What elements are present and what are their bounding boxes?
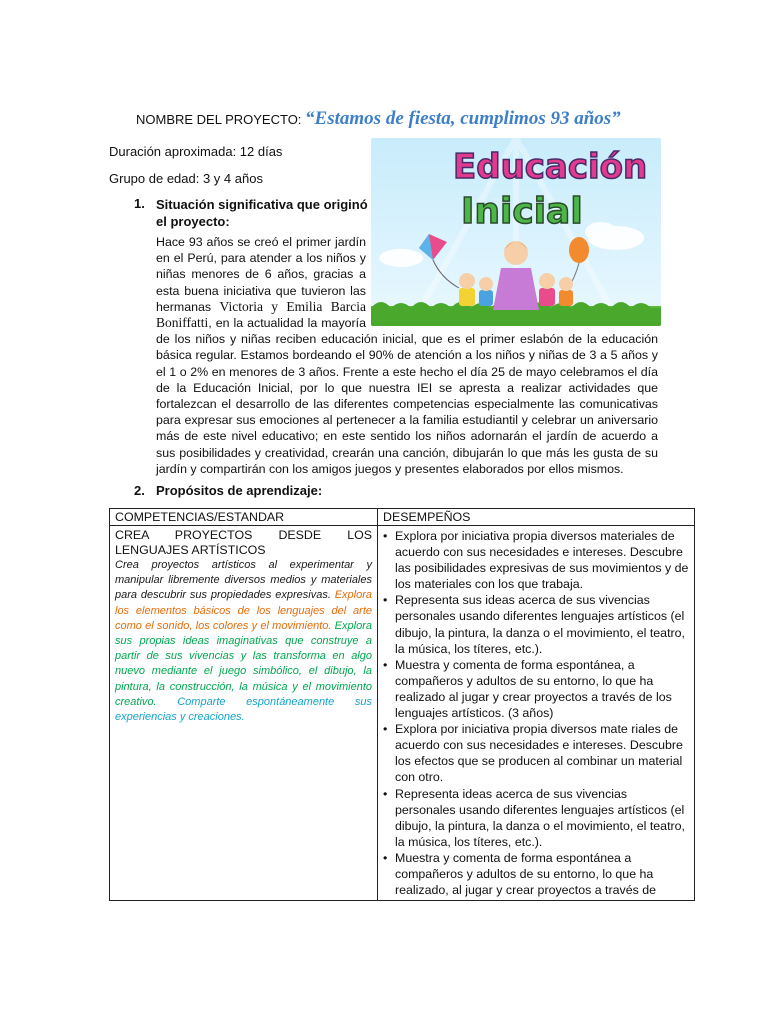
desempenos-list [383, 528, 689, 898]
situation-text-a: Hace 93 años se creó el primer jardín en el Perú, para atender a los niños y niñas menores de 6 años, gracias a esta buena iniciativa que tuvieron las hermanas [156, 235, 366, 314]
table-row [110, 526, 695, 901]
learning-purposes-table [109, 508, 695, 901]
section-2-title: Propósitos de aprendizaje: [156, 483, 323, 498]
banner-spacer [366, 234, 658, 330]
competency-title: CREA PROYECTOS DESDE LOS LENGUAJES ARTÍSTICOS [115, 528, 372, 557]
standard-text-teal: Comparte espontáneamente sus experiencias y creaciones. [115, 695, 372, 724]
competency-description [115, 558, 372, 725]
competency-cell [110, 526, 378, 901]
section-1-number: 1. [134, 196, 145, 211]
header-competencias: COMPETENCIAS/ESTANDAR [110, 509, 378, 526]
section-1-title-line1: Situación significativa que originó [156, 197, 368, 212]
situation-paragraph [156, 234, 658, 477]
situation-text-b: , en la actualidad la mayoría de los niños y niñas reciben educación inicial, que es el primer eslabón de la educación básica regular. Estamos bordeando el 90% de atención a los niños y niñas de 3 a 5 años y el 1 o 2% en menores de 3 años. Frente a este hecho el día 25 de mayo celebramos el día de la Educación Inicial, por lo que nuestra IEI se apresta a realizar actividades que fortalezcan el desarrollo de las diferentes competencias especialmente las comunicativas para expresar sus emociones al pertenecer a la familia estudiantil y celebrar un aniversario más de este nivel educativo; en este sentido los niños adornarán el jardín de acuerdo a sus posibilidades y creatividad, crearán una canción, dibujarán lo que más les gusta de su jardín y compartirán con los amigos juegos y presentes elaborados por ellos mismos. [156, 316, 658, 476]
desempenos-cell [378, 526, 695, 901]
header-desempenos: DESEMPEÑOS [378, 509, 695, 526]
section-2-number: 2. [134, 483, 145, 498]
age-group: Grupo de edad: 3 y 4 años [109, 171, 263, 186]
project-title-label: NOMBRE DEL PROYECTO: [136, 112, 302, 127]
duration: Duración aproximada: 12 días [109, 144, 283, 159]
standard-text-black: Crea proyectos artísticos al experimentar y manipular libremente diversos medios y materiales para descubrir sus propiedades expresivas. [115, 559, 372, 602]
banner-title-line2: Inicial [461, 191, 583, 232]
banner-title-line1: Educación [453, 147, 648, 187]
section-1-title-line2: el proyecto: [156, 214, 230, 229]
list-item: • Representa sus ideas acerca de sus vivencias personales usando diferentes lenguajes artísticos (el dibujo, la pintura, la danza o el movimiento, el teatro, la música, los títeres, etc.). [383, 592, 689, 656]
section-1-title [156, 196, 368, 230]
list-item: • Representa ideas acerca de sus vivencias personales usando diferentes lenguajes artísticos (el dibujo, la pintura, la danza o el movimiento, el teatro, la música, los títeres, etc.). [383, 786, 689, 850]
standard-text-green: Explora sus propias ideas imaginativas que construye a partir de sus vivencias y las transforma en algo nuevo mediante el juego simbólico, el dibujo, la pintura, la construcción, la música y el movimiento creativo. [115, 619, 372, 708]
founder-names: Victoria y Emilia Barcia Boniffatti [156, 298, 366, 331]
project-name: “Estamos de fiesta, cumplimos 93 años” [305, 108, 621, 129]
list-item: • Muestra y comenta de forma espontánea a compañeros y adultos de su entorno, lo que ha realizado, al jugar y crear proyectos a través de [383, 850, 689, 898]
list-item: • Explora por iniciativa propia diversos mate riales de acuerdo con sus necesidades e intereses. Descubre los efectos que se producen al combinar un material con otro. [383, 721, 689, 785]
list-item: • Explora por iniciativa propia diversos materiales de acuerdo con sus necesidades e intereses. Descubre las posibilidades expresivas de sus movimientos y de los materiales con los que trabaja. [383, 528, 689, 592]
standard-text-orange: Explora los elementos básicos de los lenguajes del arte como el sonido, los colores y el movimiento. [115, 589, 372, 632]
project-title [136, 108, 621, 130]
list-item: • Muestra y comenta de forma espontánea, a compañeros y adultos de su entorno, lo que ha realizado al jugar y crear proyectos a través de los lenguajes artísticos. (3 años) [383, 657, 689, 721]
table-header-row [110, 509, 695, 526]
